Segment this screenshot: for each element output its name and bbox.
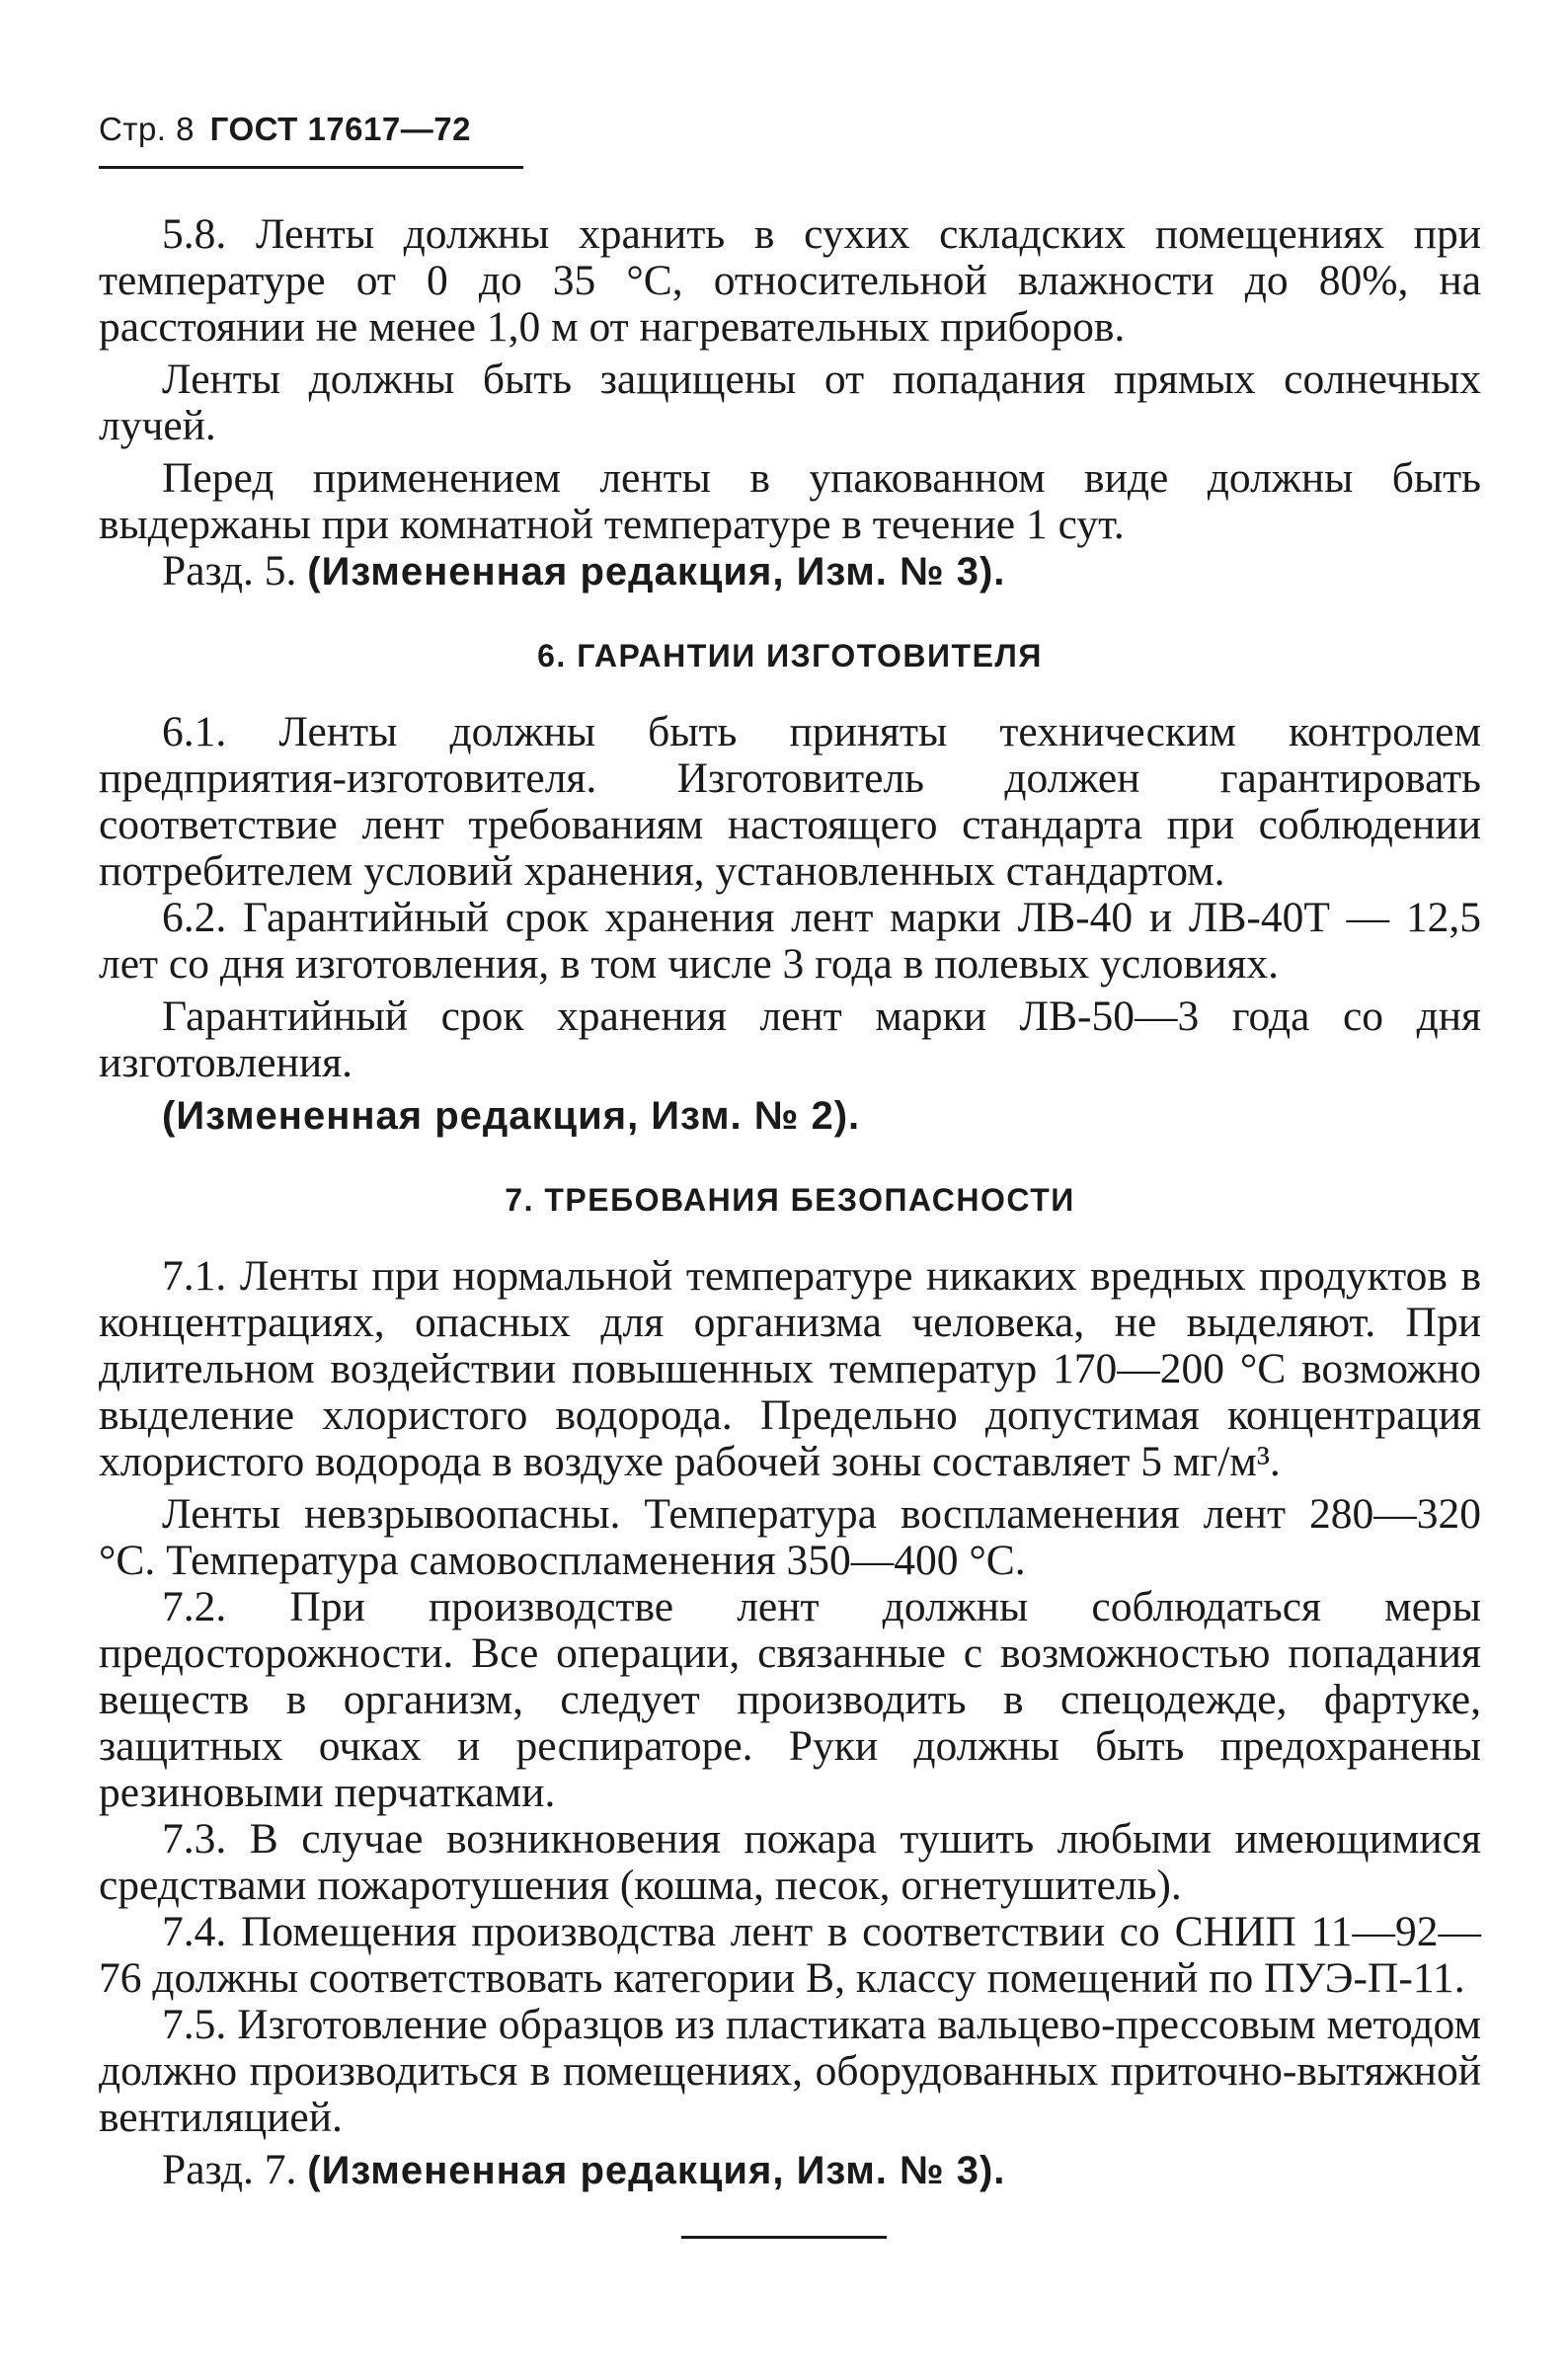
edition-note-text: (Измененная редакция, Изм. № 3). [307,2149,1006,2192]
edition-note-section-6 [99,1092,1481,1140]
paragraph-7-5: 7.5. Изготовление образцов из пластиката вальцево-прессовым методом должно производиться в помещениях, оборудованных приточно-вытяжной вентиляцией. [99,2001,1481,2141]
section-7-title: 7. ТРЕБОВАНИЯ БЕЗОПАСНОСТИ [505,1182,1075,1218]
page-number: Стр. 8 [99,111,195,147]
edition-note-text: (Измененная редакция, Изм. № 2). [162,1094,861,1138]
standard-number: ГОСТ 17617—72 [209,111,471,147]
edition-note-prefix: Разд. 5. [162,547,297,595]
document-body [99,211,1481,2194]
paragraph-7-1-ignition: Ленты невзрывоопасны. Температура воспламенения лент 280—320 °С. Температура самовоспламенения 350—400 °С. [99,1490,1481,1584]
paragraph-6-1: 6.1. Ленты должны быть приняты техническим контролем предприятия-изготовителя. Изготовитель должен гарантировать соответствие лент требованиям настоящего стандарта при соблюдении потребителем условий хранения, установленных стандартом. [99,708,1481,895]
paragraph-5-8-sunlight: Ленты должны быть защищены от попадания прямых солнечных лучей. [99,356,1481,449]
edition-note-prefix: Разд. 7. [162,2146,297,2193]
edition-note-section-7 [99,2147,1481,2194]
edition-note-text: (Измененная редакция, Изм. № 3). [307,550,1006,594]
paragraph-5-8-conditioning: Перед применением ленты в упакованном виде должны быть выдержаны при комнатной температуре в течение 1 сут. [99,454,1481,548]
section-6-title: 6. ГАРАНТИИ ИЗГОТОВИТЕЛЯ [537,638,1043,674]
page-header [99,111,471,148]
paragraph-5-8: 5.8. Ленты должны хранить в сухих складских помещениях при температуре от 0 до 35 °С, относительной влажности до 80%, на расстоянии не менее 1,0 м от нагревательных приборов. [99,210,1481,351]
end-divider [681,2236,887,2239]
paragraph-7-2: 7.2. При производстве лент должны соблюдаться меры предосторожности. Все операции, связанные с возможностью попадания веществ в организм, следует производить в спецодежде, фартуке, защитных очках и респираторе. Руки должны быть предохранены резиновыми перчатками. [99,1583,1481,1816]
paragraph-7-1: 7.1. Ленты при нормальной температуре никаких вредных продуктов в концентрациях, опасных для организма человека, не выделяют. При длительном воздействии повышенных температур 170—200 °С возможно выделение хлористого водорода. Предельно допустимая концентрация хлористого водорода в воздухе рабочей зоны составляет 5 мг/м³. [99,1252,1481,1485]
paragraph-7-4: 7.4. Помещения производства лент в соответствии со СНИП 11—92—76 должны соответствовать категории В, классу помещений по ПУЭ-П-11. [99,1908,1481,2002]
paragraph-6-2-lv50: Гарантийный срок хранения лент марки ЛВ-50—3 года со дня изготовления. [99,992,1481,1086]
edition-note-section-5 [99,548,1481,595]
paragraph-7-3: 7.3. В случае возникновения пожара тушить любыми имеющимися средствами пожаротушения (кошма, песок, огнетушитель). [99,1815,1481,1909]
paragraph-6-2: 6.2. Гарантийный срок хранения лент марки ЛВ-40 и ЛВ-40Т — 12,5 лет со дня изготовления, в том числе 3 года в полевых условиях. [99,894,1481,988]
header-divider [99,166,523,169]
